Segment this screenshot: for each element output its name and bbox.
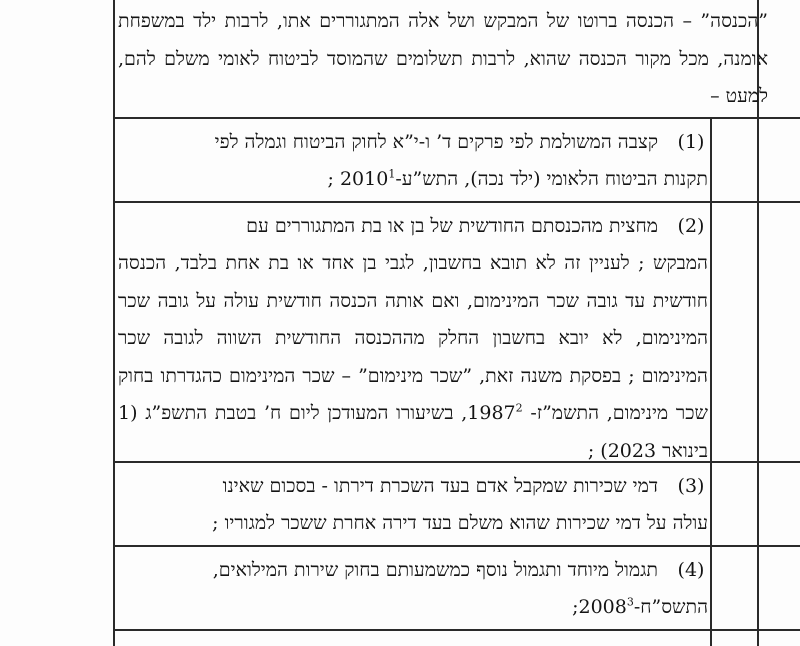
item-line: דמי שכירות שמקבל אדם בעד השכרת דירתו - בסכום שאינו <box>222 475 658 497</box>
item-line: מחצית מהכנסתם החודשית של בן או בת המתגוררים עם <box>246 215 658 237</box>
item-3-continuation <box>118 505 708 543</box>
row-divider-1 <box>113 117 800 119</box>
item-2-first-line <box>118 208 658 246</box>
definition-line: במשפחת אומנה, מכל מקור הכנסה שהוא, לרבות תשלומים שהמוסד <box>118 10 769 70</box>
item-number: (1) <box>677 131 705 153</box>
item-line: הכנסה חודשית עד גובה שכר המינימום, ואם אותה הכנסה חודשית <box>118 252 708 312</box>
item-line-end: ; <box>572 596 579 618</box>
item-line: מינימום” – שכר המינימום כהגדרתו בחוק שכר מינימום, התשמ”ז- <box>118 364 708 424</box>
item-1-continuation <box>118 161 708 199</box>
item-line: עולה על גובה שכר המינימום, לא יובא בחשבון החלק מההכנסה <box>118 289 709 349</box>
footnote-mark: 1 <box>388 167 396 181</box>
definition-line: לביטוח לאומי משלם להם, למעט – <box>118 47 768 107</box>
definition-paragraph <box>118 3 768 116</box>
item-line: 1987 <box>467 402 516 424</box>
table-border-left <box>113 0 115 646</box>
item-2-paragraph <box>118 245 708 470</box>
item-number: (3) <box>677 475 705 497</box>
item-line: המבקש ; לעניין זה לא תובא בחשבון, לגבי בן אחד או בת אחת בלבד, <box>174 252 708 274</box>
definition-line: ”הכנסה” – הכנסה ברוטו של המבקש ושל אלה המתגוררים אתו, לרבות ילד <box>193 10 768 32</box>
item-1-paragraph <box>118 124 658 162</box>
item-line: תגמול מיוחד ותגמול נוסף כמשמעותם בחוק שירות המילואים, <box>212 559 658 581</box>
item-4-first-line <box>118 552 658 590</box>
row-divider-2 <box>113 201 800 203</box>
item-line: עולה על דמי שכירות שהוא משלם בעד דירה אחרת ששכר למגוריו ; <box>212 512 708 534</box>
item-line-end: ; <box>327 168 334 190</box>
item-line: החודשית השווה לגובה שכר המינימום ; בפסקת משנה זאת, ”שכר <box>118 327 708 387</box>
item-number: (4) <box>677 559 705 581</box>
item-3-first-line <box>118 468 658 506</box>
footnote-mark: 3 <box>626 595 634 609</box>
item-line: תקנות הביטוח הלאומי (ילד נכה), התש”ע-2010 <box>339 168 708 190</box>
table-column-divider <box>710 117 712 646</box>
row-divider-5 <box>113 629 800 631</box>
item-line: התשס”ח-2008 <box>578 596 708 618</box>
item-line-end: , בשיעורו המעודכן ליום ח’ בטבת התשפ”ג (1 בינואר 2023) ; <box>118 402 708 462</box>
row-divider-4 <box>113 545 800 547</box>
item-line: קצבה המשולמת לפי פרקים ד’ ו-י”א לחוק הביטוח וגמלה לפי <box>214 131 658 153</box>
footnote-mark: 2 <box>515 401 523 415</box>
item-4-continuation <box>118 589 708 627</box>
item-number: (2) <box>677 215 705 237</box>
